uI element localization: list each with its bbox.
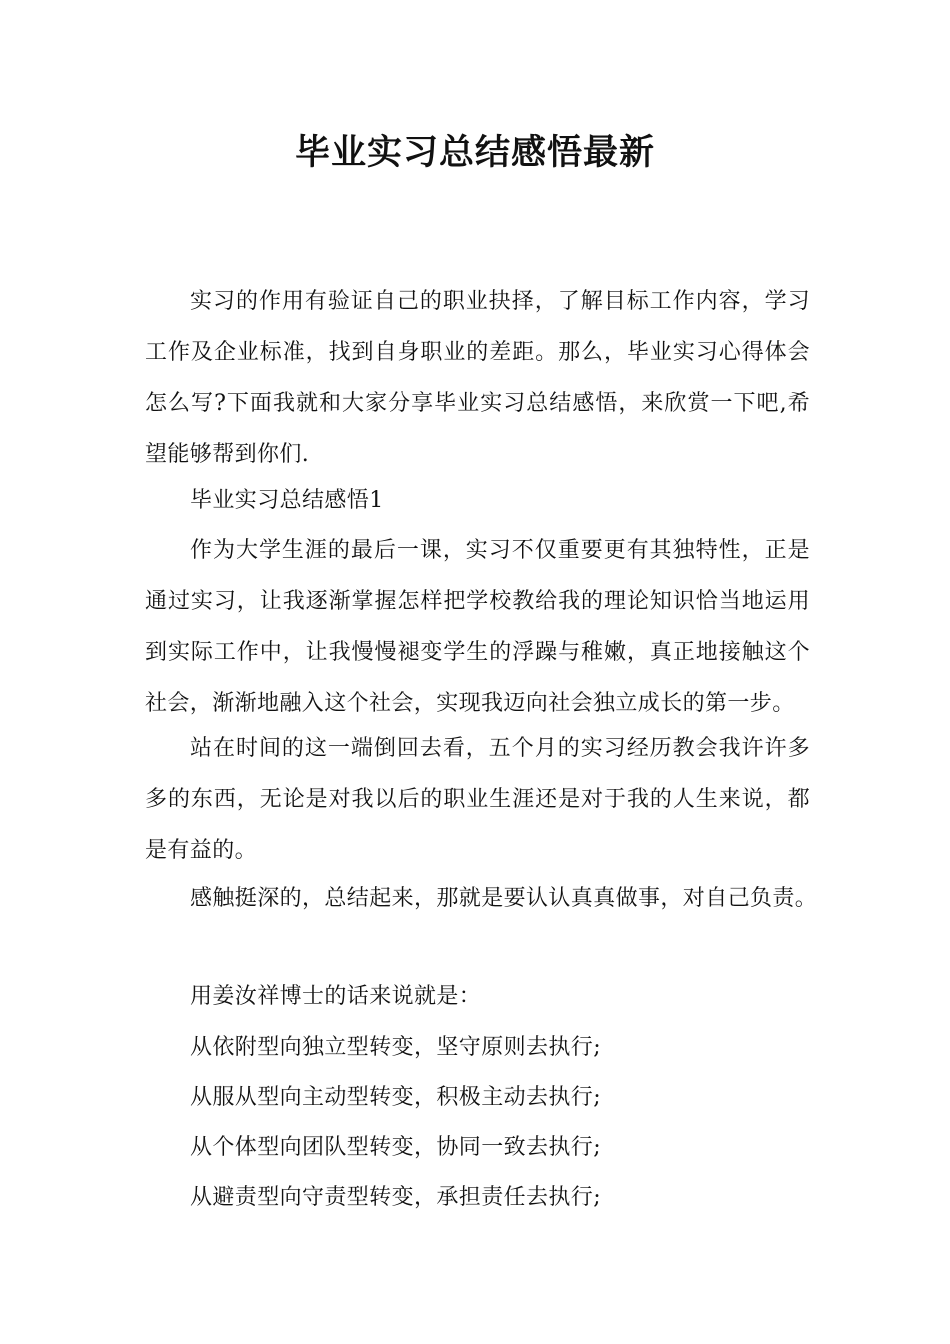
document-title: 毕业实习总结感悟最新: [294, 133, 655, 173]
list-item: 从服从型向主动型转变，积极主动去执行;: [190, 1085, 602, 1110]
list-item: 从避责型向守责型转变，承担责任去执行;: [190, 1185, 602, 1210]
quote-intro: 用姜汝祥博士的话来说就是：: [190, 984, 482, 1009]
list-item: 从依附型向独立型转变，坚守原则去执行;: [190, 1035, 602, 1060]
body-paragraph-3: 感触挺深的，总结起来，那就是要认认真真做事，对自己负责。: [190, 886, 818, 911]
section-heading: 毕业实习总结感悟1: [190, 488, 384, 513]
list-item: 从个体型向团队型转变，协同一致去执行;: [190, 1135, 602, 1160]
body-paragraph-1: 作为大学生涯的最后一课，实习不仅重要更有其独特性，正是通过实习，让我逐渐掌握怎样把学校教给我的理论知识恰当地运用到实际工作中，让我慢慢褪变学生的浮躁与稚嫩，真正地接触这个社会，渐渐地融入这个社会，实现我迈向社会独立成长的第一步。: [145, 538, 810, 716]
intro-paragraph: 实习的作用有验证自己的职业抉择，了解目标工作内容，学习工作及企业标准，找到自身职业的差距。那么，毕业实习心得体会怎么写?下面我就和大家分享毕业实习总结感悟，来欣赏一下吧,希望能够帮到你们.: [145, 289, 810, 467]
body-paragraph-2: 站在时间的这一端倒回去看，五个月的实习经历教会我许许多多的东西，无论是对我以后的职业生涯还是对于我的人生来说，都是有益的。: [145, 736, 810, 863]
